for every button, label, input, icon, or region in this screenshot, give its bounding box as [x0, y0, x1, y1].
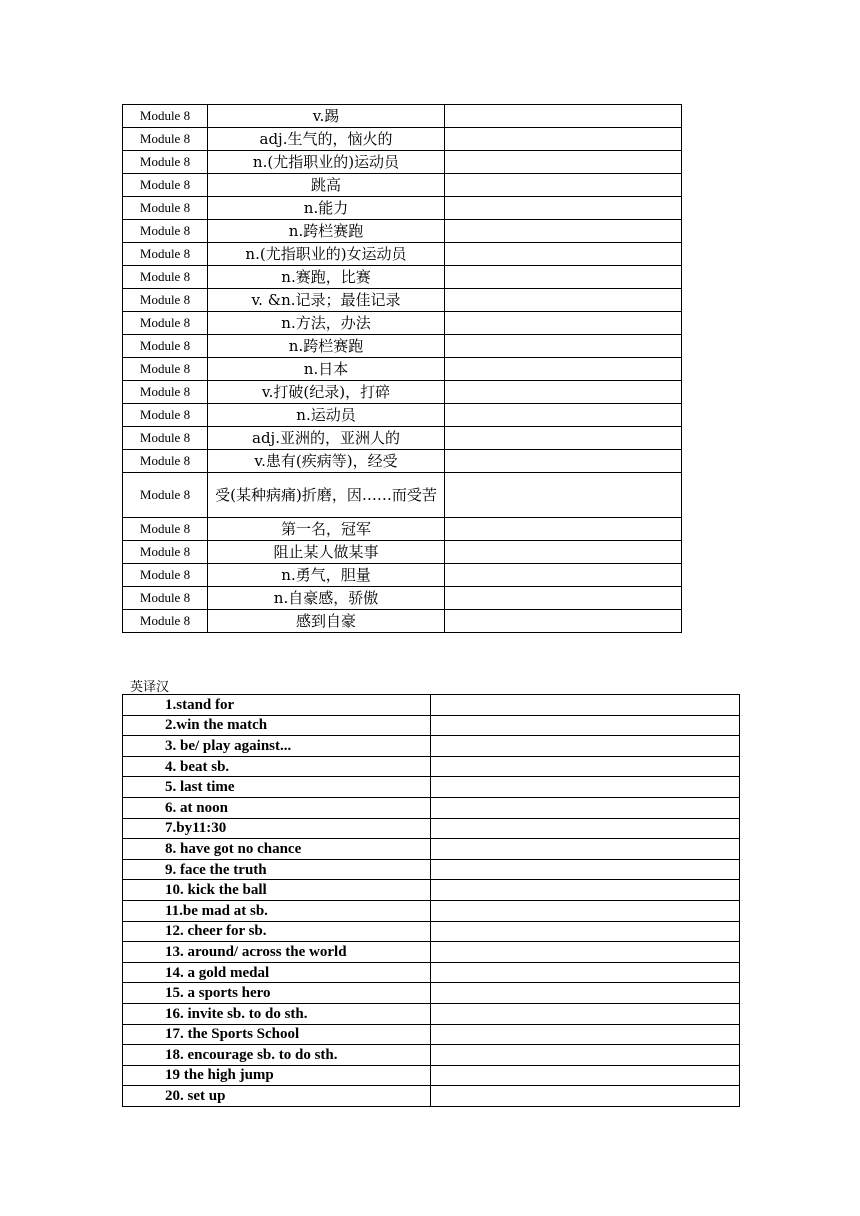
module-cell: Module 8 — [123, 427, 208, 450]
module-cell: Module 8 — [123, 174, 208, 197]
answer-cell[interactable] — [445, 220, 682, 243]
chinese-cell: v.患有(疾病等)，经受 — [208, 450, 445, 473]
module-cell: Module 8 — [123, 220, 208, 243]
vocab-row — [123, 266, 682, 289]
phrase-cell: 1.stand for — [123, 695, 431, 716]
phrase-row — [123, 839, 740, 860]
vocab-row — [123, 450, 682, 473]
chinese-cell: n.运动员 — [208, 404, 445, 427]
module-cell: Module 8 — [123, 358, 208, 381]
phrase-cell: 15. a sports hero — [123, 983, 431, 1004]
phrase-row — [123, 1045, 740, 1066]
phrase-cell: 14. a gold medal — [123, 962, 431, 983]
chinese-cell: n.方法，办法 — [208, 312, 445, 335]
module-cell: Module 8 — [123, 105, 208, 128]
phrase-row — [123, 942, 740, 963]
vocab-row — [123, 473, 682, 518]
translation-cell[interactable] — [431, 736, 740, 757]
chinese-cell: v.踢 — [208, 105, 445, 128]
module-cell: Module 8 — [123, 541, 208, 564]
phrase-cell: 9. face the truth — [123, 859, 431, 880]
phrase-cell: 17. the Sports School — [123, 1024, 431, 1045]
answer-cell[interactable] — [445, 174, 682, 197]
translation-cell[interactable] — [431, 962, 740, 983]
module-cell: Module 8 — [123, 473, 208, 518]
translation-cell[interactable] — [431, 777, 740, 798]
chinese-cell: 阻止某人做某事 — [208, 541, 445, 564]
chinese-cell: 跳高 — [208, 174, 445, 197]
chinese-cell: adj.生气的，恼火的 — [208, 128, 445, 151]
translation-cell[interactable] — [431, 715, 740, 736]
vocab-row — [123, 220, 682, 243]
translation-cell[interactable] — [431, 942, 740, 963]
module-cell: Module 8 — [123, 381, 208, 404]
phrase-cell: 16. invite sb. to do sth. — [123, 1003, 431, 1024]
vocab-row — [123, 174, 682, 197]
translation-cell[interactable] — [431, 859, 740, 880]
phrase-table — [122, 694, 740, 1107]
answer-cell[interactable] — [445, 266, 682, 289]
answer-cell[interactable] — [445, 541, 682, 564]
chinese-cell: n.勇气，胆量 — [208, 564, 445, 587]
translation-cell[interactable] — [431, 839, 740, 860]
phrase-row — [123, 695, 740, 716]
translation-cell[interactable] — [431, 818, 740, 839]
vocab-row — [123, 381, 682, 404]
vocab-row — [123, 335, 682, 358]
vocab-row — [123, 427, 682, 450]
vocab-row — [123, 541, 682, 564]
phrase-cell: 19 the high jump — [123, 1065, 431, 1086]
answer-cell[interactable] — [445, 289, 682, 312]
answer-cell[interactable] — [445, 312, 682, 335]
phrase-cell: 11.be mad at sb. — [123, 900, 431, 921]
phrase-cell: 6. at noon — [123, 797, 431, 818]
vocab-row — [123, 105, 682, 128]
module-cell: Module 8 — [123, 450, 208, 473]
vocab-row — [123, 564, 682, 587]
answer-cell[interactable] — [445, 564, 682, 587]
phrase-row — [123, 900, 740, 921]
answer-cell[interactable] — [445, 404, 682, 427]
phrase-row — [123, 1024, 740, 1045]
vocab-row — [123, 312, 682, 335]
phrase-row — [123, 777, 740, 798]
vocab-row — [123, 289, 682, 312]
translation-cell[interactable] — [431, 1024, 740, 1045]
phrase-row — [123, 880, 740, 901]
vocab-row — [123, 404, 682, 427]
phrase-row — [123, 715, 740, 736]
phrase-row — [123, 983, 740, 1004]
translation-cell[interactable] — [431, 900, 740, 921]
module-cell: Module 8 — [123, 312, 208, 335]
phrase-cell: 18. encourage sb. to do sth. — [123, 1045, 431, 1066]
module-cell: Module 8 — [123, 289, 208, 312]
answer-cell[interactable] — [445, 518, 682, 541]
vocab-row — [123, 610, 682, 633]
module-cell: Module 8 — [123, 564, 208, 587]
vocab-row — [123, 151, 682, 174]
answer-cell[interactable] — [445, 335, 682, 358]
phrase-cell: 13. around/ across the world — [123, 942, 431, 963]
section-title: 英译汉 — [130, 680, 170, 695]
chinese-cell: v.打破(纪录)，打碎 — [208, 381, 445, 404]
answer-cell[interactable] — [445, 197, 682, 220]
phrase-cell: 5. last time — [123, 777, 431, 798]
module-cell: Module 8 — [123, 518, 208, 541]
phrase-cell: 10. kick the ball — [123, 880, 431, 901]
phrase-row — [123, 756, 740, 777]
chinese-cell: 感到自豪 — [208, 610, 445, 633]
translation-cell[interactable] — [431, 983, 740, 1004]
translation-cell[interactable] — [431, 1003, 740, 1024]
chinese-cell: n.(尤指职业的)女运动员 — [208, 243, 445, 266]
translation-cell[interactable] — [431, 1045, 740, 1066]
module-cell: Module 8 — [123, 197, 208, 220]
vocab-table — [122, 104, 682, 633]
chinese-cell: n.能力 — [208, 197, 445, 220]
translation-cell[interactable] — [431, 756, 740, 777]
module-cell: Module 8 — [123, 335, 208, 358]
chinese-cell: adj.亚洲的，亚洲人的 — [208, 427, 445, 450]
translation-cell[interactable] — [431, 921, 740, 942]
module-cell: Module 8 — [123, 151, 208, 174]
phrase-row — [123, 818, 740, 839]
translation-cell[interactable] — [431, 880, 740, 901]
module-cell: Module 8 — [123, 243, 208, 266]
phrase-row — [123, 1003, 740, 1024]
vocab-row — [123, 358, 682, 381]
phrase-row — [123, 921, 740, 942]
phrase-cell: 20. set up — [123, 1086, 431, 1107]
phrase-cell: 3. be/ play against... — [123, 736, 431, 757]
answer-cell[interactable] — [445, 151, 682, 174]
module-cell: Module 8 — [123, 587, 208, 610]
translation-cell[interactable] — [431, 797, 740, 818]
phrase-cell: 12. cheer for sb. — [123, 921, 431, 942]
vocab-row — [123, 197, 682, 220]
chinese-cell: n.日本 — [208, 358, 445, 381]
translation-cell[interactable] — [431, 1065, 740, 1086]
answer-cell[interactable] — [445, 427, 682, 450]
answer-cell[interactable] — [445, 381, 682, 404]
chinese-cell: 第一名，冠军 — [208, 518, 445, 541]
phrase-row — [123, 859, 740, 880]
vocab-row — [123, 587, 682, 610]
module-cell: Module 8 — [123, 128, 208, 151]
phrase-row — [123, 736, 740, 757]
answer-cell[interactable] — [445, 473, 682, 518]
answer-cell[interactable] — [445, 105, 682, 128]
phrase-row — [123, 1065, 740, 1086]
translation-cell[interactable] — [431, 695, 740, 716]
phrase-row — [123, 1086, 740, 1107]
module-cell: Module 8 — [123, 404, 208, 427]
phrase-cell: 8. have got no chance — [123, 839, 431, 860]
vocab-row — [123, 518, 682, 541]
translation-cell[interactable] — [431, 1086, 740, 1107]
answer-cell[interactable] — [445, 243, 682, 266]
answer-cell[interactable] — [445, 358, 682, 381]
chinese-cell: n.跨栏赛跑 — [208, 335, 445, 358]
phrase-row — [123, 962, 740, 983]
chinese-cell: n.赛跑，比赛 — [208, 266, 445, 289]
phrase-cell: 2.win the match — [123, 715, 431, 736]
vocab-row — [123, 243, 682, 266]
answer-cell[interactable] — [445, 128, 682, 151]
module-cell: Module 8 — [123, 610, 208, 633]
phrase-cell: 4. beat sb. — [123, 756, 431, 777]
answer-cell[interactable] — [445, 610, 682, 633]
phrase-cell: 7.by11:30 — [123, 818, 431, 839]
phrase-row — [123, 797, 740, 818]
chinese-cell: v. &n.记录；最佳记录 — [208, 289, 445, 312]
module-cell: Module 8 — [123, 266, 208, 289]
chinese-cell: 受(某种病痛)折磨，因……而受苦 — [208, 473, 445, 518]
chinese-cell: n.(尤指职业的)运动员 — [208, 151, 445, 174]
answer-cell[interactable] — [445, 587, 682, 610]
answer-cell[interactable] — [445, 450, 682, 473]
chinese-cell: n.跨栏赛跑 — [208, 220, 445, 243]
vocab-row — [123, 128, 682, 151]
chinese-cell: n.自豪感，骄傲 — [208, 587, 445, 610]
